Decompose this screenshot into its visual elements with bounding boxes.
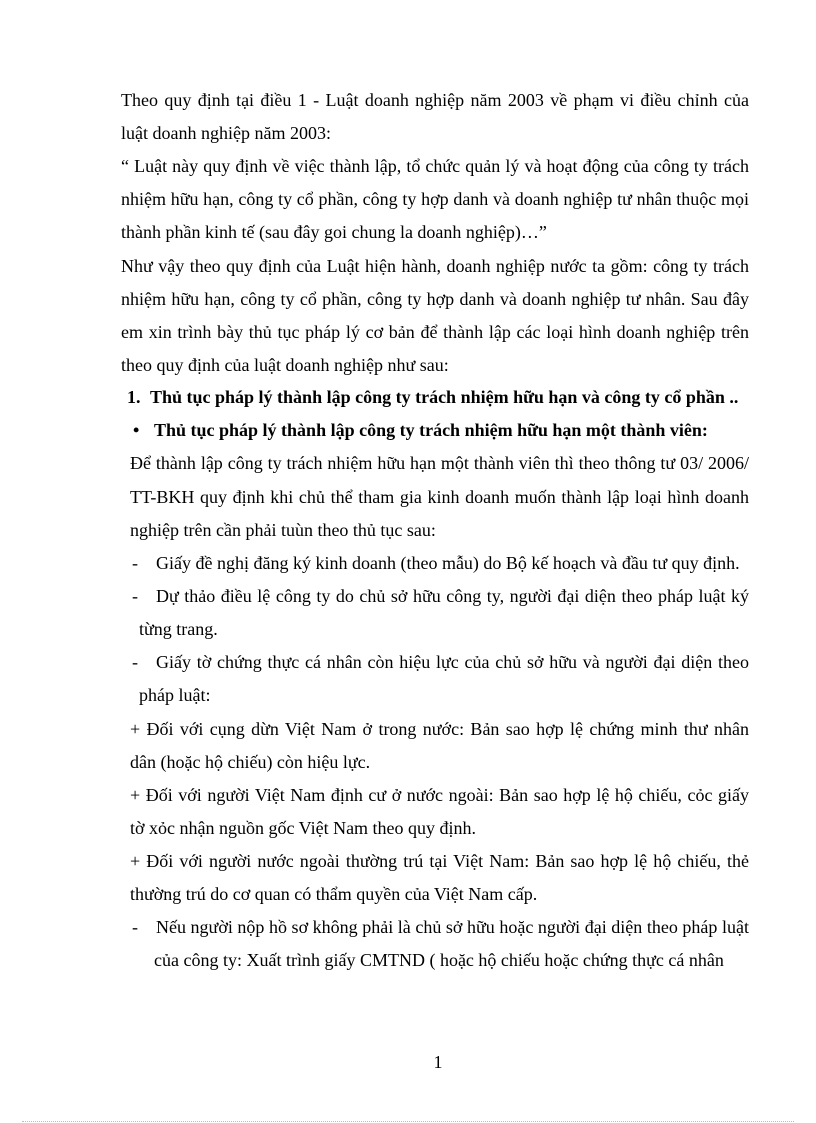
list-item-continuation: tờ xỏc nhận nguồn gốc Việt Nam theo quy định.	[130, 818, 477, 838]
list-item-continuation: dân (hoặc hộ chiếu) còn hiệu lực.	[130, 752, 371, 772]
list-item-continuation: từng trang.	[139, 619, 218, 639]
page-number: 1	[433, 1052, 443, 1072]
subsection-heading: Thủ tục pháp lý thành lập công ty trách nhiệm hữu hạn một thành viên:	[154, 420, 708, 440]
paragraph-line: Như vậy theo quy định của Luật hiện hành, doanh nghiệp nước ta gồm: công ty trách	[121, 256, 749, 276]
paragraph-line: nhiệm hữu hạn, công ty cổ phần, công ty hợp danh và doanh nghiệp tư nhân. Sau đây	[121, 289, 749, 309]
heading-number: 1.	[127, 387, 141, 407]
list-item-continuation: thường trú do cơ quan có thẩm quyền của Việt Nam cấp.	[130, 884, 538, 904]
section-heading: Thủ tục pháp lý thành lập công ty trách nhiệm hữu hạn và công ty cổ phần ..	[150, 387, 739, 407]
paragraph-line: TT-BKH quy định khi chủ thể tham gia kinh doanh muốn thành lập loại hình doanh	[130, 487, 749, 507]
dash-marker: -	[132, 917, 138, 937]
dash-marker: -	[132, 652, 138, 672]
list-item: Nếu người nộp hồ sơ không phải là chủ sở hữu hoặc người đại diện theo pháp luật	[156, 917, 749, 937]
paragraph-line: nghiệp trên cần phải tuùn theo thủ tục sau:	[130, 520, 436, 540]
quote-line: thành phần kinh tế (sau đây goi chung la doanh nghiệp)…”	[121, 222, 547, 242]
paragraph-line: luật doanh nghiệp năm 2003:	[121, 123, 331, 143]
paragraph-line: theo quy định của luật doanh nghiệp như sau:	[121, 355, 449, 375]
list-item: + Đối với người nước ngoài thường trú tại Việt Nam: Bản sao hợp lệ hộ chiếu, thẻ	[130, 851, 749, 871]
list-item: Giấy tờ chứng thực cá nhân còn hiệu lực của chủ sở hữu và người đại diện theo	[156, 652, 749, 672]
paragraph-line: Theo quy định tại điều 1 - Luật doanh nghiệp năm 2003 về phạm vi điều chỉnh của	[121, 90, 749, 110]
list-item: + Đối với người Việt Nam định cư ở nước ngoài: Bản sao hợp lệ hộ chiếu, cỏc giấy	[130, 785, 749, 805]
list-item: Giấy đề nghị đăng ký kinh doanh (theo mẫu) do Bộ kế hoạch và đầu tư quy định.	[156, 553, 740, 573]
list-item: + Đối với cụng dừn Việt Nam ở trong nước: Bản sao hợp lệ chứng minh thư nhân	[130, 719, 749, 739]
quote-line: “ Luật này quy định về việc thành lập, tổ chức quản lý và hoạt động của công ty trách	[121, 156, 749, 176]
list-item-continuation: của công ty: Xuất trình giấy CMTND ( hoặc hộ chiếu hoặc chứng thực cá nhân	[154, 950, 724, 970]
bullet-marker: •	[133, 420, 140, 440]
dash-marker: -	[132, 553, 138, 573]
page-bottom-border	[22, 1121, 794, 1122]
paragraph-line: em xin trình bày thủ tục pháp lý cơ bản để thành lập các loại hình doanh nghiệp trên	[121, 322, 749, 342]
list-item-continuation: pháp luật:	[139, 685, 211, 705]
list-item: Dự thảo điều lệ công ty do chủ sở hữu công ty, người đại diện theo pháp luật ký	[156, 586, 749, 606]
dash-marker: -	[132, 586, 138, 606]
quote-line: nhiệm hữu hạn, công ty cổ phần, công ty hợp danh và doanh nghiệp tư nhân thuộc mọi	[121, 189, 749, 209]
paragraph-line: Để thành lập công ty trách nhiệm hữu hạn một thành viên thì theo thông tư 03/ 2006/	[130, 453, 749, 473]
